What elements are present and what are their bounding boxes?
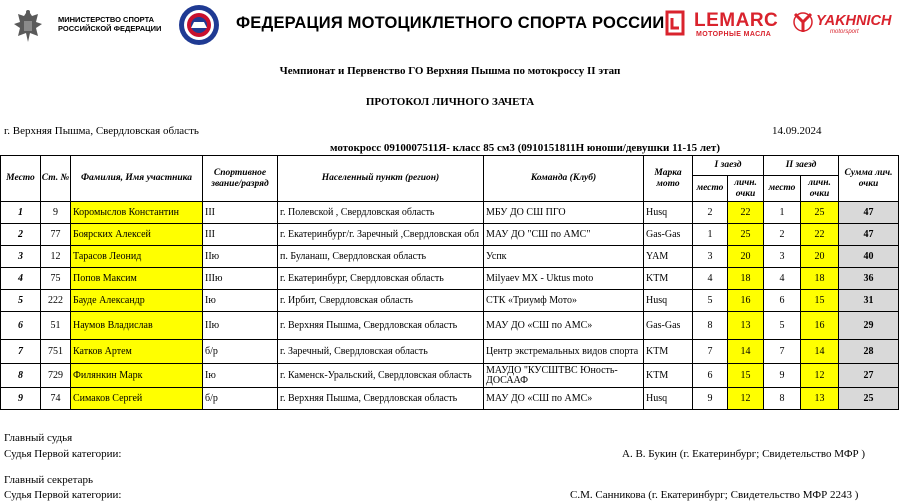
cell-place: 7 (1, 340, 41, 364)
cell-s1: 20 (728, 246, 764, 268)
cell-name: Боярских Алексей (71, 224, 203, 246)
protocol-title: ПРОТОКОЛ ЛИЧНОГО ЗАЧЕТА (365, 96, 535, 108)
cell-p2: 4 (764, 268, 801, 290)
cell-team: Milyaev MX - Uktus moto (484, 268, 644, 290)
cell-p1: 3 (693, 246, 728, 268)
cell-s1: 22 (728, 202, 764, 224)
cell-total: 40 (839, 246, 899, 268)
table-row (1, 388, 899, 410)
cell-bike: KTM (644, 268, 693, 290)
ministry-line2: РОССИЙСКОЙ ФЕДЕРАЦИИ (58, 24, 162, 33)
cell-total: 29 (839, 312, 899, 340)
cell-team: МАУ ДО «СШ по АМС» (484, 388, 644, 410)
cell-s1: 15 (728, 364, 764, 388)
ministry-label (58, 15, 168, 33)
judge-name: А. В. Букин (г. Екатеринбург; Свидетельство МФР ) (622, 448, 866, 460)
results-table (0, 155, 899, 410)
cell-s2: 13 (801, 388, 839, 410)
federation-logo-icon (178, 4, 220, 46)
cell-city: г. Ирбит, Свердловская область (278, 290, 484, 312)
cell-rank: б/р (203, 340, 278, 364)
cell-bike: Husq (644, 388, 693, 410)
col-name: Фамилия, Имя участника (71, 156, 203, 202)
judge-category: Судья Первой категории: (4, 448, 122, 460)
table-row (1, 364, 899, 388)
cell-place: 6 (1, 312, 41, 340)
cell-total: 36 (839, 268, 899, 290)
secretary-title: Главный секретарь (4, 474, 93, 486)
cell-total: 27 (839, 364, 899, 388)
table-row (1, 340, 899, 364)
cell-rank: IIю (203, 246, 278, 268)
col-heat1: I заезд (693, 156, 764, 176)
cell-p2: 7 (764, 340, 801, 364)
cell-place: 8 (1, 364, 41, 388)
location-label: г. Верхняя Пышма, Свердловская область (4, 125, 199, 137)
cell-team: МАУДО "КУСШТВС Юность-ДОСААФ (484, 364, 644, 388)
cell-bike: KTM (644, 340, 693, 364)
cell-city: г. Каменск-Уральский, Свердловская область (278, 364, 484, 388)
col-heat1-pos: место (693, 176, 728, 202)
table-row (1, 290, 899, 312)
table-row (1, 202, 899, 224)
cell-num: 729 (41, 364, 71, 388)
cell-p2: 6 (764, 290, 801, 312)
cell-p1: 2 (693, 202, 728, 224)
cell-p1: 6 (693, 364, 728, 388)
cell-bike: Gas-Gas (644, 312, 693, 340)
cell-p2: 3 (764, 246, 801, 268)
cell-team: СТК «Триумф Мото» (484, 290, 644, 312)
col-city: Населенный пункт (регион) (278, 156, 484, 202)
federation-title: ФЕДЕРАЦИЯ МОТОЦИКЛЕТНОГО СПОРТА РОССИИ (236, 14, 665, 32)
cell-name: Наумов Владислав (71, 312, 203, 340)
cell-rank: III (203, 202, 278, 224)
ministry-line1: МИНИСТЕРСТВО СПОРТА (58, 15, 155, 24)
cell-city: г. Заречный, Свердловская область (278, 340, 484, 364)
col-number: Ст. № (41, 156, 71, 202)
cell-rank: б/р (203, 388, 278, 410)
cell-name: Филянкин Марк (71, 364, 203, 388)
cell-city: г. Верхняя Пышма, Свердловская область (278, 388, 484, 410)
cell-p1: 4 (693, 268, 728, 290)
col-heat2-pos: место (764, 176, 801, 202)
cell-team: МБУ ДО СШ ПГО (484, 202, 644, 224)
cell-place: 1 (1, 202, 41, 224)
cell-p2: 1 (764, 202, 801, 224)
col-team: Команда (Клуб) (484, 156, 644, 202)
cell-total: 47 (839, 202, 899, 224)
col-place: Место (1, 156, 41, 202)
cell-team: Центр экстремальных видов спорта (484, 340, 644, 364)
cell-team: МАУ ДО "СШ по АМС" (484, 224, 644, 246)
table-row (1, 312, 899, 340)
cell-num: 222 (41, 290, 71, 312)
cell-p2: 2 (764, 224, 801, 246)
cell-place: 2 (1, 224, 41, 246)
cell-num: 9 (41, 202, 71, 224)
sponsor-yakhnich: YAKHNICH (816, 13, 892, 29)
cell-rank: Iю (203, 364, 278, 388)
cell-name: Бауде Александр (71, 290, 203, 312)
cell-s1: 14 (728, 340, 764, 364)
cell-s1: 12 (728, 388, 764, 410)
date-label: 14.09.2024 (772, 125, 822, 137)
cell-p1: 9 (693, 388, 728, 410)
col-heat2: II заезд (764, 156, 839, 176)
cell-total: 47 (839, 224, 899, 246)
table-row (1, 268, 899, 290)
cell-bike: Husq (644, 202, 693, 224)
cell-city: п. Буланаш, Свердловская область (278, 246, 484, 268)
page-title: Чемпионат и Первенство ГО Верхняя Пышма по мотокроссу II этап (279, 65, 621, 77)
table-row (1, 246, 899, 268)
cell-rank: III (203, 224, 278, 246)
cell-place: 4 (1, 268, 41, 290)
cell-s2: 12 (801, 364, 839, 388)
cell-s2: 22 (801, 224, 839, 246)
cell-num: 75 (41, 268, 71, 290)
cell-s2: 16 (801, 312, 839, 340)
cell-s1: 25 (728, 224, 764, 246)
cell-num: 751 (41, 340, 71, 364)
cell-rank: Iю (203, 290, 278, 312)
cell-bike: YAM (644, 246, 693, 268)
cell-num: 51 (41, 312, 71, 340)
col-heat1-pts: личн. очки (728, 176, 764, 202)
cell-total: 28 (839, 340, 899, 364)
cell-bike: Gas-Gas (644, 224, 693, 246)
judge-title: Главный судья (4, 432, 73, 444)
cell-bike: KTM (644, 364, 693, 388)
col-bike: Марка мото (644, 156, 693, 202)
table-row (1, 224, 899, 246)
cell-num: 12 (41, 246, 71, 268)
cell-s2: 18 (801, 268, 839, 290)
cell-place: 3 (1, 246, 41, 268)
cell-city: г. Полевской , Свердловская область (278, 202, 484, 224)
cell-s1: 13 (728, 312, 764, 340)
cell-rank: IIю (203, 312, 278, 340)
cell-bike: Husq (644, 290, 693, 312)
russian-emblem-icon (8, 6, 48, 46)
cell-p2: 9 (764, 364, 801, 388)
cell-team: МАУ ДО «СШ по АМС» (484, 312, 644, 340)
cell-s2: 14 (801, 340, 839, 364)
cell-s2: 15 (801, 290, 839, 312)
cell-p1: 5 (693, 290, 728, 312)
col-total: Сумма лич. очки (839, 156, 899, 202)
cell-total: 25 (839, 388, 899, 410)
cell-rank: IIIю (203, 268, 278, 290)
sponsor-yakhnich-sub: motorsport (830, 29, 859, 35)
cell-p2: 8 (764, 388, 801, 410)
cell-num: 74 (41, 388, 71, 410)
secretary-name: С.М. Санникова (г. Екатеринбург; Свидетельство МФР 2243 ) (570, 489, 859, 501)
secretary-category: Судья Первой категории: (4, 489, 122, 501)
col-rank: Спортивное звание/разряд (203, 156, 278, 202)
cell-num: 77 (41, 224, 71, 246)
cell-s2: 20 (801, 246, 839, 268)
yakhnich-logo-icon (792, 10, 814, 34)
lemarc-logo-icon (663, 8, 687, 38)
cell-s1: 18 (728, 268, 764, 290)
class-label: мотокросс 0910007511Я- класс 85 см3 (0910151811Н юноши/девушки 11-15 лет) (329, 142, 721, 154)
cell-p2: 5 (764, 312, 801, 340)
cell-s1: 16 (728, 290, 764, 312)
cell-total: 31 (839, 290, 899, 312)
cell-name: Катков Артем (71, 340, 203, 364)
cell-p1: 8 (693, 312, 728, 340)
cell-name: Попов Максим (71, 268, 203, 290)
cell-s2: 25 (801, 202, 839, 224)
col-heat2-pts: личн. очки (801, 176, 839, 202)
sponsor-lemarc: LEMARC (694, 10, 779, 31)
cell-p1: 1 (693, 224, 728, 246)
cell-p1: 7 (693, 340, 728, 364)
cell-team: Успк (484, 246, 644, 268)
cell-name: Симаков Сергей (71, 388, 203, 410)
cell-place: 5 (1, 290, 41, 312)
cell-name: Коромыслов Константин (71, 202, 203, 224)
cell-city: г. Екатеринбург, Свердловская область (278, 268, 484, 290)
header (0, 0, 900, 50)
cell-name: Тарасов Леонид (71, 246, 203, 268)
sponsor-lemarc-sub: МОТОРНЫЕ МАСЛА (696, 31, 772, 38)
cell-city: г. Верхняя Пышма, Свердловская область (278, 312, 484, 340)
cell-city: г. Екатеринбург/г. Заречный ,Свердловская обл (278, 224, 484, 246)
cell-place: 9 (1, 388, 41, 410)
